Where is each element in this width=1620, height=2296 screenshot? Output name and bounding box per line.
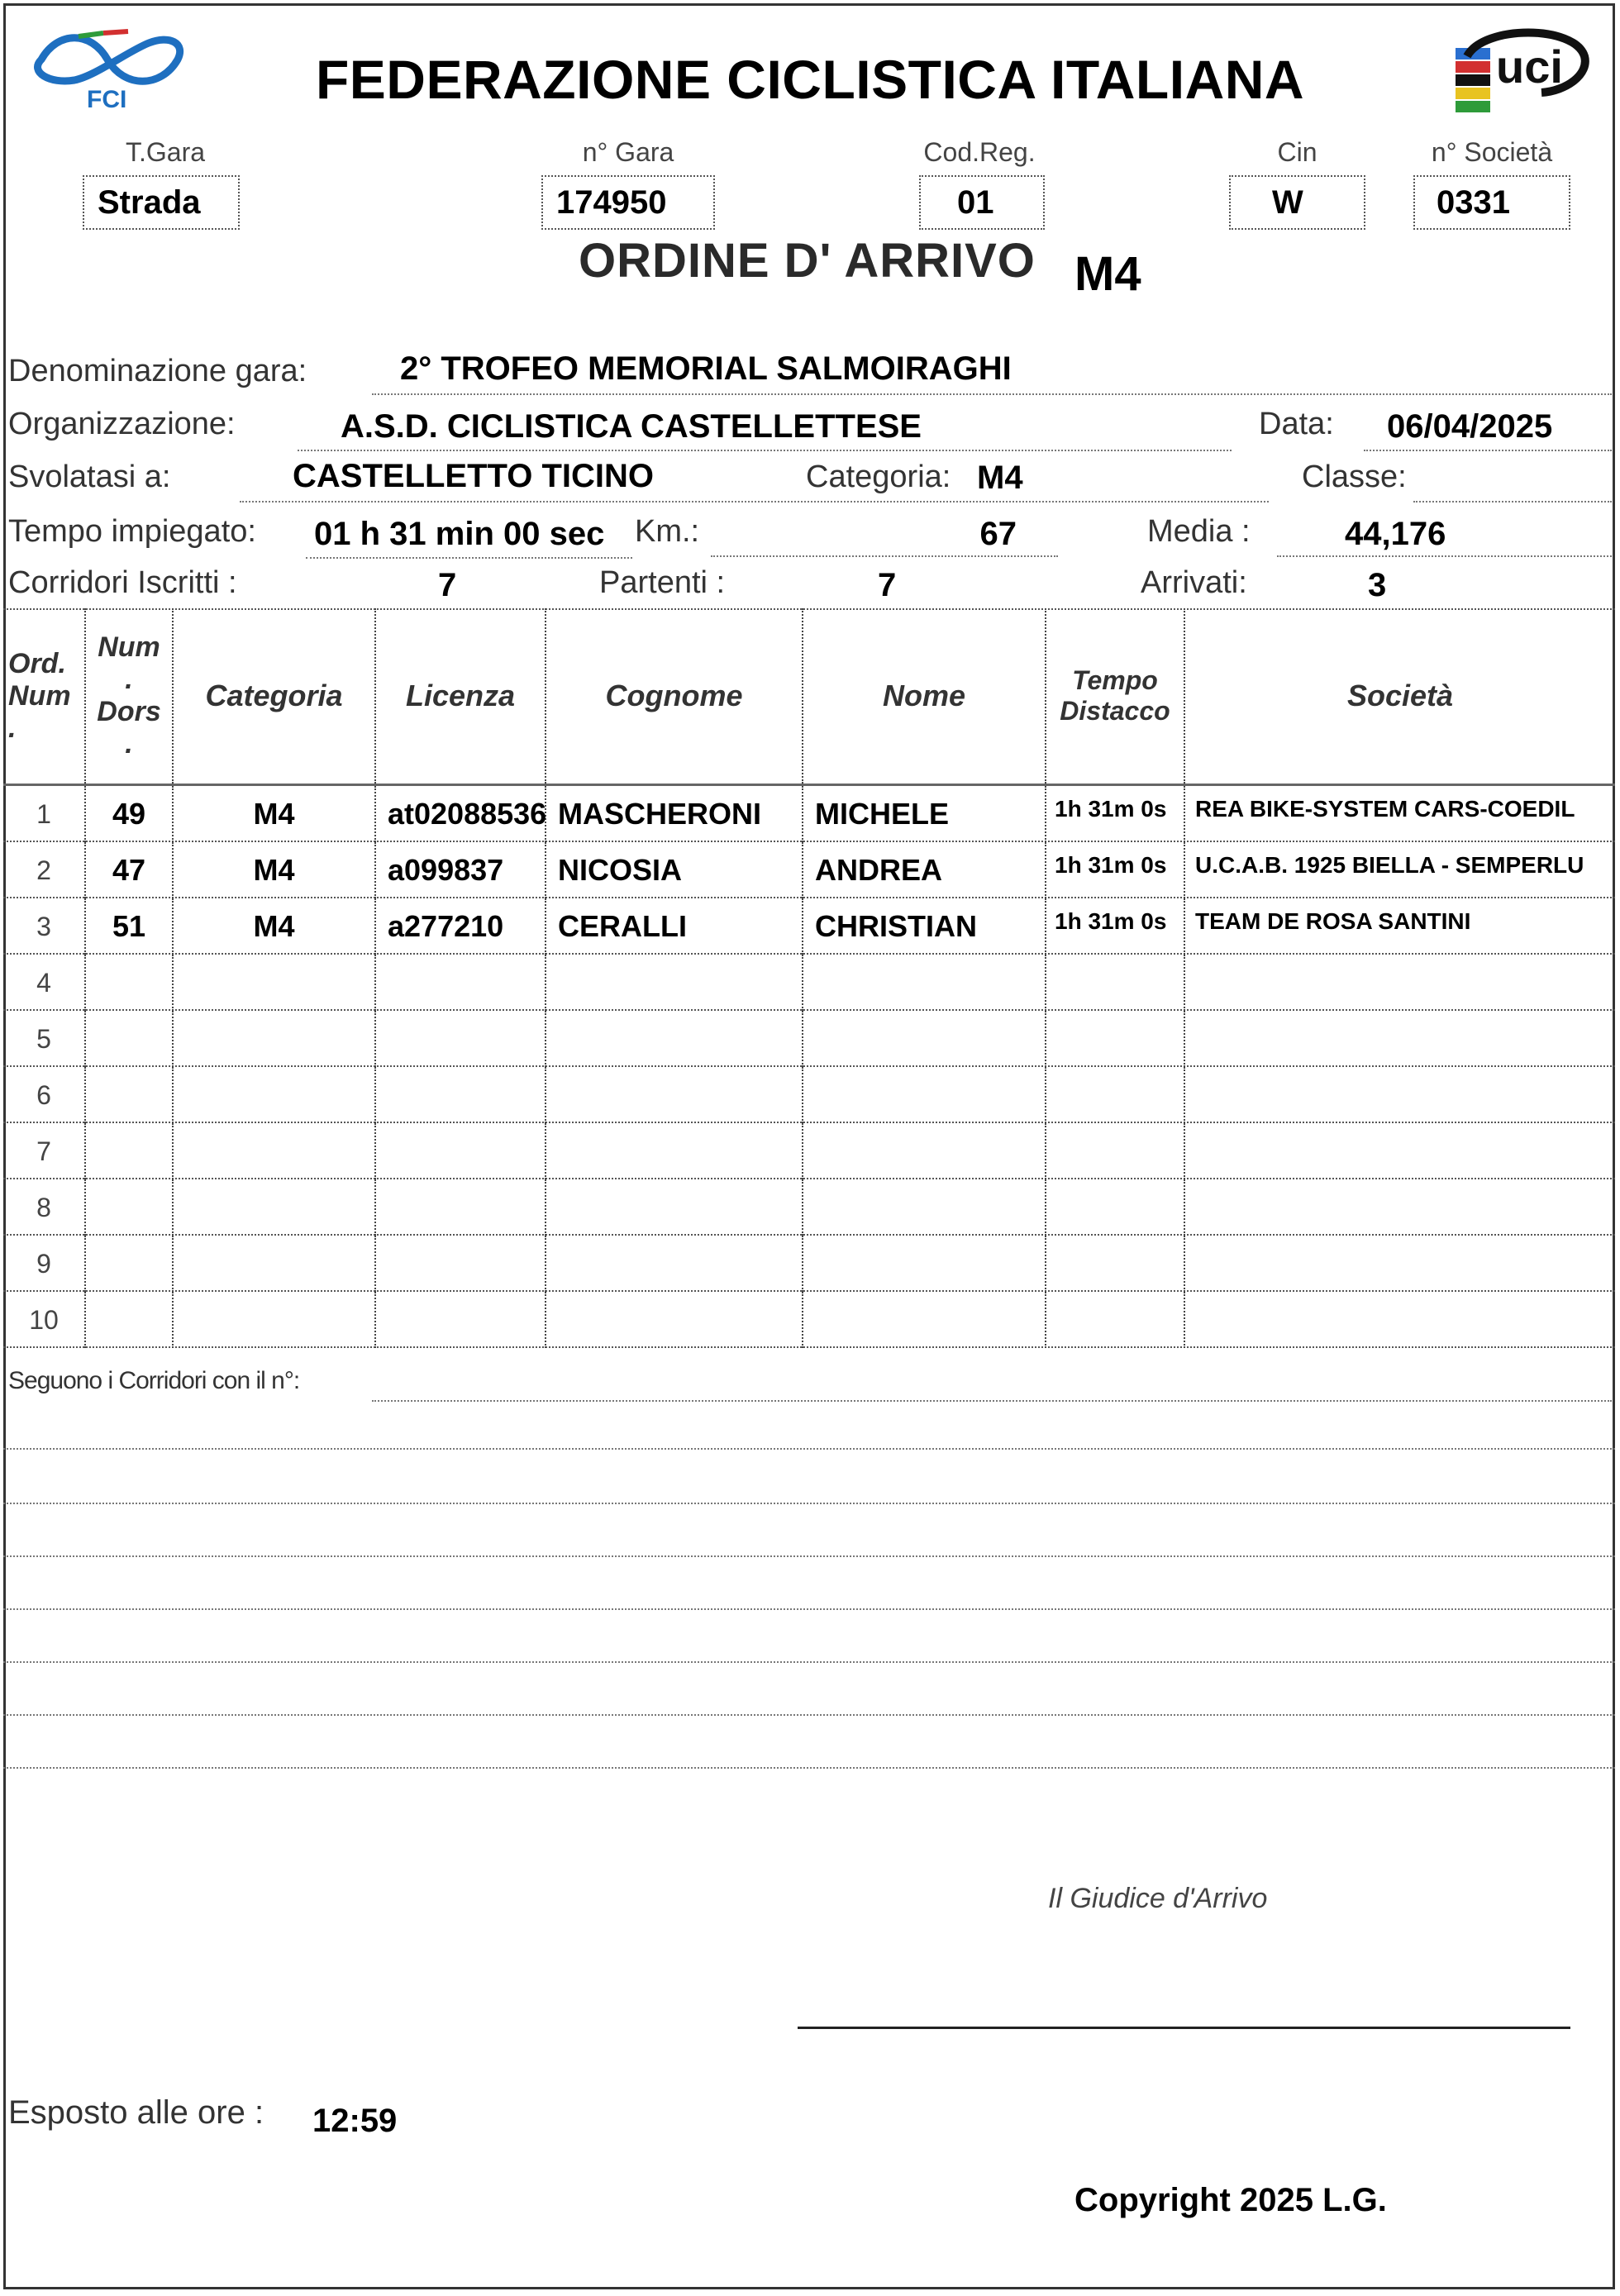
- cell-lic: [376, 1011, 546, 1067]
- organizzazione-text: A.S.D. CICLISTICA CASTELLETTESE: [341, 408, 922, 445]
- codreg-label: Cod.Reg.: [923, 137, 1036, 167]
- cell-cat: M4: [174, 898, 376, 955]
- cell-tempo: [1046, 955, 1185, 1011]
- cell-tempo: [1046, 1179, 1185, 1236]
- cin-label: Cin: [1277, 137, 1317, 167]
- cell-cognome: [546, 955, 803, 1011]
- ngara-label: n° Gara: [582, 137, 674, 167]
- uci-logo-text: uci: [1496, 40, 1563, 93]
- esposto-value: 12:59: [312, 2103, 398, 2139]
- nsocieta-field: 0331: [1413, 175, 1570, 230]
- cell-societa: TEAM DE ROSA SANTINI: [1195, 908, 1471, 934]
- col-header-categoria: Categoria: [174, 608, 376, 784]
- cell-cognome: CERALLI: [546, 898, 803, 955]
- cell-ord: 5: [3, 1011, 86, 1067]
- cell-lic: [376, 1179, 546, 1236]
- cell-nome: [803, 1236, 1046, 1292]
- table-row: [3, 786, 1615, 842]
- table-row: [3, 1179, 1615, 1236]
- ngara-field: 174950: [541, 175, 715, 230]
- data-value: [1364, 408, 1612, 451]
- table-row: [3, 1292, 1615, 1348]
- km-label: Km.:: [635, 514, 700, 549]
- table-row: [3, 955, 1615, 1011]
- tgara-field: Strada: [83, 175, 240, 230]
- table-row: [3, 1236, 1615, 1292]
- cell-nome: [803, 1123, 1046, 1179]
- cell-lic: a099837: [376, 842, 546, 898]
- signature-line: [798, 2027, 1570, 2029]
- organizzazione-label: Organizzazione:: [8, 407, 236, 441]
- seguono-label: Seguono i Corridori con il n°:: [8, 1367, 300, 1394]
- cell-nome: [803, 955, 1046, 1011]
- svolatasi-text: CASTELLETTO TICINO: [293, 458, 655, 494]
- col-header-dors: Num . Dors .: [86, 608, 174, 784]
- cell-dors: [86, 1179, 174, 1236]
- partenti-value: 7: [878, 567, 897, 603]
- cell-dors: [86, 1236, 174, 1292]
- cell-cognome: [546, 1011, 803, 1067]
- svolatasi-label: Svolatasi a:: [8, 460, 171, 494]
- notes-line: [3, 1661, 1615, 1663]
- svolatasi-value: [240, 458, 1269, 503]
- cell-tempo: 1h 31m 0s: [1046, 898, 1185, 955]
- cell-dors: [86, 1292, 174, 1348]
- cell-dors: [86, 1011, 174, 1067]
- document-subtitle: ORDINE D' ARRIVO: [579, 234, 1036, 288]
- cell-tempo: [1046, 1067, 1185, 1123]
- cell-tempo: 1h 31m 0s: [1046, 786, 1185, 842]
- table-row: [3, 1011, 1615, 1067]
- cell-cat: [174, 955, 376, 1011]
- cell-tempo: [1046, 1236, 1185, 1292]
- cell-tempo: [1046, 1292, 1185, 1348]
- cell-dors: [86, 1067, 174, 1123]
- tempo-label: Tempo impiegato:: [8, 514, 256, 549]
- cell-ord: 8: [3, 1179, 86, 1236]
- notes-line: [3, 1714, 1615, 1716]
- cell-cognome: [546, 1067, 803, 1123]
- cell-nome: CHRISTIAN: [803, 898, 1046, 955]
- cell-cat: M4: [174, 842, 376, 898]
- cin-field: W: [1229, 175, 1365, 230]
- cell-societa: [1185, 1067, 1615, 1123]
- media-value: 44,176: [1277, 516, 1612, 557]
- cell-lic: [376, 1067, 546, 1123]
- fci-logo-text: FCI: [87, 86, 127, 109]
- data-text: 06/04/2025: [1387, 408, 1553, 445]
- denominazione-text: 2° TROFEO MEMORIAL SALMOIRAGHI: [400, 350, 1012, 387]
- col-header-cognome: Cognome: [546, 608, 803, 784]
- cell-tempo: [1046, 1011, 1185, 1067]
- cell-ord: 6: [3, 1067, 86, 1123]
- cell-dors: 47: [86, 842, 174, 898]
- tgara-label: T.Gara: [125, 137, 206, 167]
- denominazione-value: [372, 350, 1612, 395]
- table-row: [3, 1123, 1615, 1179]
- cell-dors: [86, 955, 174, 1011]
- km-value: 67: [711, 516, 1058, 557]
- giudice-label: Il Giudice d'Arrivo: [1048, 1883, 1268, 1914]
- cell-ord: 1: [3, 786, 86, 842]
- col-header-nome: Nome: [803, 608, 1046, 784]
- cell-nome: MICHELE: [803, 786, 1046, 842]
- cell-tempo: 1h 31m 0s: [1046, 842, 1185, 898]
- classe-value: [1413, 458, 1612, 503]
- iscritti-label: Corridori Iscritti :: [8, 565, 237, 600]
- categoria-label: Categoria:: [806, 460, 951, 494]
- col-header-societa: Società: [1346, 679, 1454, 712]
- denominazione-label: Denominazione gara:: [8, 354, 307, 388]
- cell-societa: [1185, 1011, 1615, 1067]
- nsocieta-label: n° Società: [1431, 137, 1553, 167]
- cell-cognome: [546, 1236, 803, 1292]
- cell-cat: M4: [174, 786, 376, 842]
- cell-cognome: [546, 1179, 803, 1236]
- uci-logo: [1451, 25, 1591, 116]
- cell-cognome: MASCHERONI: [546, 786, 803, 842]
- arrivati-value: 3: [1368, 567, 1387, 603]
- cell-lic: at02088536: [376, 786, 546, 842]
- seguono-line: [372, 1362, 1612, 1402]
- codreg-field: 01: [919, 175, 1045, 230]
- organizzazione-value: [298, 408, 1232, 451]
- copyright-text: Copyright 2025 L.G.: [1074, 2182, 1387, 2218]
- cell-dors: [86, 1123, 174, 1179]
- cell-cognome: NICOSIA: [546, 842, 803, 898]
- cell-ord: 3: [3, 898, 86, 955]
- cell-cognome: [546, 1123, 803, 1179]
- cell-societa: [1185, 955, 1615, 1011]
- notes-line: [3, 1503, 1615, 1504]
- cell-nome: [803, 1292, 1046, 1348]
- cell-societa: REA BIKE-SYSTEM CARS-COEDIL: [1195, 796, 1575, 822]
- cell-societa: [1185, 1236, 1615, 1292]
- cell-societa: U.C.A.B. 1925 BIELLA - SEMPERLU: [1195, 852, 1584, 878]
- categoria-value: M4: [977, 460, 1023, 496]
- partenti-label: Partenti :: [599, 565, 726, 600]
- cell-dors: 49: [86, 786, 174, 842]
- esposto-label: Esposto alle ore :: [8, 2094, 264, 2131]
- col-header-ord: Ord. Num .: [3, 608, 86, 784]
- cell-tempo: [1046, 1123, 1185, 1179]
- cell-lic: [376, 1123, 546, 1179]
- cell-cat: [174, 1067, 376, 1123]
- cell-nome: [803, 1011, 1046, 1067]
- cell-ord: 9: [3, 1236, 86, 1292]
- notes-line: [3, 1448, 1615, 1450]
- cell-cat: [174, 1179, 376, 1236]
- notes-line: [3, 1555, 1615, 1557]
- cell-ord: 7: [3, 1123, 86, 1179]
- notes-line: [3, 1608, 1615, 1610]
- category-heading: M4: [1074, 247, 1141, 301]
- cell-nome: ANDREA: [803, 842, 1046, 898]
- cell-ord: 2: [3, 842, 86, 898]
- table-row: [3, 1067, 1615, 1123]
- cell-societa: [1185, 1123, 1615, 1179]
- cell-ord: 10: [3, 1292, 86, 1348]
- table-row: [3, 842, 1615, 898]
- cell-dors: 51: [86, 898, 174, 955]
- cell-lic: [376, 955, 546, 1011]
- table-row: [3, 898, 1615, 955]
- tempo-value: 01 h 31 min 00 sec: [306, 516, 632, 559]
- col-header-tempo: Tempo Distacco: [1046, 608, 1185, 784]
- notes-line: [3, 1767, 1615, 1769]
- cell-cognome: [546, 1292, 803, 1348]
- cell-societa: [1185, 1292, 1615, 1348]
- cell-nome: [803, 1067, 1046, 1123]
- cell-cat: [174, 1011, 376, 1067]
- arrivati-label: Arrivati:: [1141, 565, 1247, 600]
- cell-cat: [174, 1292, 376, 1348]
- cell-lic: [376, 1236, 546, 1292]
- data-label: Data:: [1259, 407, 1334, 441]
- cell-cat: [174, 1123, 376, 1179]
- col-header-licenza: Licenza: [376, 608, 546, 784]
- cell-lic: [376, 1292, 546, 1348]
- cell-cat: [174, 1236, 376, 1292]
- media-label: Media :: [1147, 514, 1251, 549]
- cell-nome: [803, 1179, 1046, 1236]
- classe-label: Classe:: [1302, 460, 1407, 494]
- iscritti-value: 7: [438, 567, 457, 603]
- page-title: FEDERAZIONE CICLISTICA ITALIANA: [315, 49, 1305, 110]
- cell-ord: 4: [3, 955, 86, 1011]
- cell-societa: [1185, 1179, 1615, 1236]
- cell-lic: a277210: [376, 898, 546, 955]
